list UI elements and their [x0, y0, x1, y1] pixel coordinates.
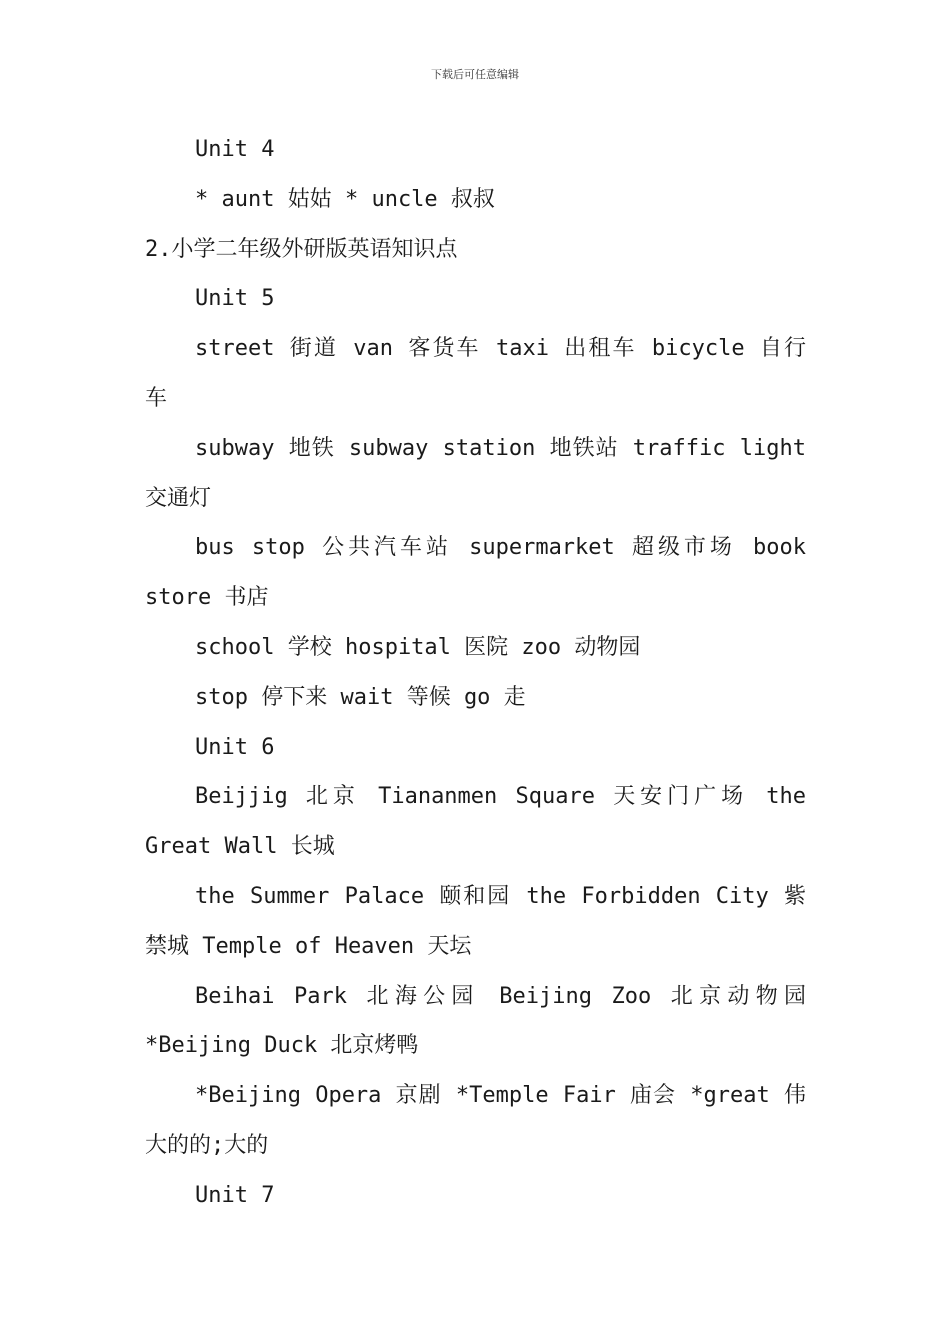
text-line: 车 — [145, 385, 168, 411]
text-line: school 学校 hospital 医院 zoo 动物园 — [195, 634, 641, 660]
text-line: Beijjig 北京 Tiananmen Square 天安门广场 the — [195, 784, 806, 810]
text-line: bus stop 公共汽车站 supermarket 超级市场 book — [195, 535, 806, 561]
document-body — [145, 125, 806, 1221]
text-line: subway 地铁 subway station 地铁站 traffic light — [195, 435, 806, 461]
text-line: * aunt 姑姑 * uncle 叔叔 — [195, 186, 495, 212]
text-line: street 街道 van 客货车 taxi 出租车 bicycle 自行 — [195, 336, 806, 362]
text-line: 交通灯 — [145, 485, 212, 511]
text-line: *Beijing Opera 京剧 *Temple Fair 庙会 *great 伟 — [195, 1083, 806, 1109]
page-header: 下载后可任意编辑 — [431, 68, 519, 81]
text-line: Great Wall 长城 — [145, 834, 335, 860]
text-line: store 书店 — [145, 585, 269, 611]
text-line: Unit 6 — [195, 734, 275, 760]
text-line: the Summer Palace 颐和园 the Forbidden City 紫 — [195, 883, 806, 909]
text-line: stop 停下来 wait 等候 go 走 — [195, 684, 526, 710]
text-line: Beihai Park 北海公园 Beijing Zoo 北京动物园 — [195, 983, 806, 1009]
text-line: 大的的;大的 — [145, 1132, 269, 1158]
text-line: Unit 5 — [195, 286, 275, 312]
text-line: Unit 7 — [195, 1182, 275, 1208]
text-line: 2.小学二年级外研版英语知识点 — [145, 236, 458, 262]
text-line: 禁城 Temple of Heaven 天坛 — [145, 933, 472, 959]
text-line: *Beijing Duck 北京烤鸭 — [145, 1033, 419, 1059]
text-line: Unit 4 — [195, 137, 275, 162]
